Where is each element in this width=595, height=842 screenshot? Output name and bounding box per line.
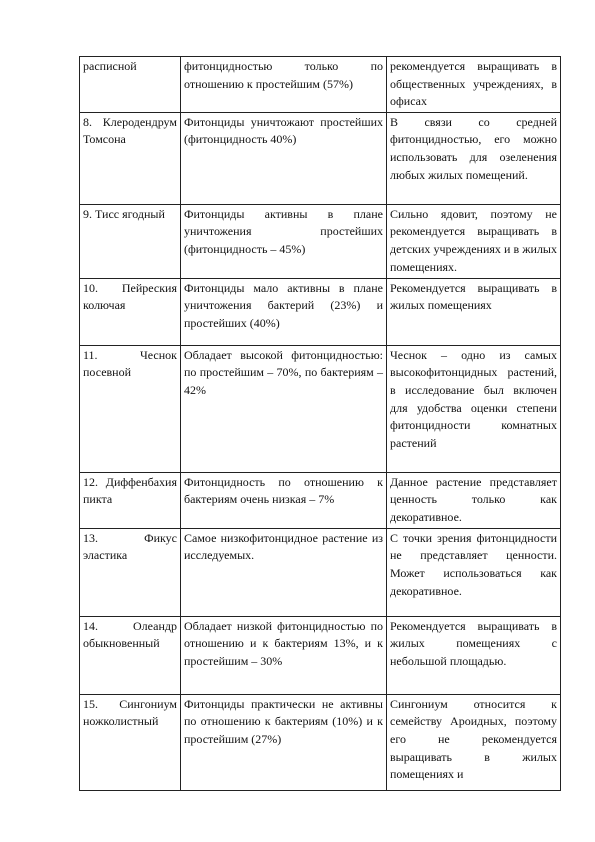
plant-name-cell: 9. Тисс ягодный: [80, 204, 181, 278]
plant-name-cell: 11. Чеснок посевной: [80, 345, 181, 472]
plant-name-cell: 8. Клеродендрум Томсона: [80, 112, 181, 204]
plant-name-cell: 10. Пейреския колючая: [80, 278, 181, 345]
plant-name-cell: 13. Фикус эластика: [80, 528, 181, 616]
table-row: [80, 204, 561, 278]
effect-cell: Фитонциды активны в плане уничтожения простейших (фитонцидность – 45%): [181, 204, 387, 278]
effect-cell: фитонцидностью только по отношению к простейшим (57%): [181, 57, 387, 113]
recommendation-cell: Чеснок – одно из самых высокофитонцидных растений, в исследование был включен для удобства оценки степени фитонцидности комнатных растений: [387, 345, 561, 472]
plant-name-cell: 15. Сингониум ножколистный: [80, 694, 181, 790]
table-row: [80, 278, 561, 345]
table-row: [80, 112, 561, 204]
effect-cell: Обладает низкой фитонцидностью по отношению и к бактериям 13%, и к простейшим – 30%: [181, 616, 387, 694]
effect-cell: Фитонциды уничтожают простейших (фитонцидность 40%): [181, 112, 387, 204]
table-row: [80, 345, 561, 472]
table-row: [80, 694, 561, 790]
table-row: [80, 616, 561, 694]
effect-cell: Фитонциды практически не активны по отношению к бактериям (10%) и к простейшим (27%): [181, 694, 387, 790]
recommendation-cell: С точки зрения фитонцидности не представляет ценности. Может использоваться как декоративное.: [387, 528, 561, 616]
effect-cell: Самое низкофитонцидное растение из исследуемых.: [181, 528, 387, 616]
table-row: [80, 472, 561, 528]
effect-cell: Фитонцидность по отношению к бактериям очень низкая – 7%: [181, 472, 387, 528]
recommendation-cell: Сильно ядовит, поэтому не рекомендуется выращивать в детских учреждениях и в жилых помещениях.: [387, 204, 561, 278]
recommendation-cell: В связи со средней фитонцидностью, его можно использовать для озеленения любых жилых помещений.: [387, 112, 561, 204]
effect-cell: Фитонциды мало активны в плане уничтожения бактерий (23%) и простейших (40%): [181, 278, 387, 345]
plant-name-cell: расписной: [80, 57, 181, 113]
recommendation-cell: Рекомендуется выращивать в жилых помещениях с небольшой площадью.: [387, 616, 561, 694]
effect-cell: Обладает высокой фитонцидностью: по простейшим – 70%, по бактериям – 42%: [181, 345, 387, 472]
recommendation-cell: Сингониум относится к семейству Ароидных, поэтому его не рекомендуется выращивать в жилых помещениях и: [387, 694, 561, 790]
recommendation-cell: Рекомендуется выращивать в жилых помещениях: [387, 278, 561, 345]
plant-name-cell: 12. Диффенбахия пикта: [80, 472, 181, 528]
table-row: [80, 528, 561, 616]
table-row: [80, 57, 561, 113]
recommendation-cell: рекомендуется выращивать в общественных учреждениях, в офисах: [387, 57, 561, 113]
phytoncide-table: [79, 56, 561, 791]
plant-name-cell: 14. Олеандр обыкновенный: [80, 616, 181, 694]
recommendation-cell: Данное растение представляет ценность только как декоративное.: [387, 472, 561, 528]
